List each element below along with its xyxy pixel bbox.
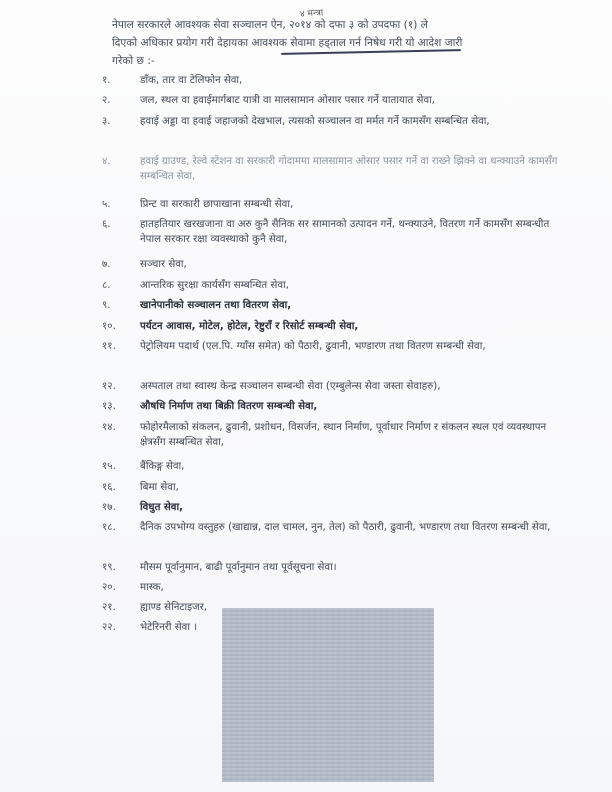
item-number: १९. — [102, 562, 116, 573]
item-text: औषधि निर्माण तथा बिक्री वितरण सम्बन्धी सेवा, — [140, 401, 318, 412]
item-number: १४. — [102, 422, 116, 433]
item-text: मास्क, — [140, 582, 164, 593]
item-number: १६. — [102, 482, 116, 493]
item-text: बिमा सेवा, — [140, 482, 179, 493]
handwritten-note: ४ मन्त्रा — [299, 8, 324, 20]
item-text: फोहोरमैलाको संकलन, ढुवानी, प्रशोधन, विसर्जन, स्थान निर्माण, पूर्वाधार निर्माण र संकलन स्थल एवं व्यवस्थापन क्षेत्रसँग सम्बन्धित सेवा, — [140, 422, 547, 448]
item-number: १५. — [102, 461, 116, 472]
intro-paragraph — [112, 16, 564, 70]
item-text: ह्याण्ड सेनिटाइजर, — [140, 602, 208, 613]
item-text: हवाई अड्डा वा हवाई जहाजको देखभाल, त्यसको सञ्चालन वा मर्मत गर्ने कामसँग सम्बन्धित सेवा, — [140, 116, 490, 127]
item-number: ४. — [102, 156, 111, 167]
item-number: १२. — [102, 381, 116, 392]
item-number: ६. — [102, 219, 111, 230]
item-number: १०. — [102, 321, 116, 332]
item-text: भेटेरिनरी सेवा । — [140, 622, 198, 633]
item-number: १७. — [102, 502, 116, 513]
item-number: २०. — [102, 582, 116, 593]
redacted-photo-block — [222, 608, 434, 782]
item-number: २. — [102, 95, 111, 106]
item-number: ८. — [102, 280, 111, 291]
item-text: अस्पताल तथा स्वास्थ केन्द्र सञ्चालन सम्बन्धी सेवा (एम्बुलेन्स सेवा जस्ता सेवाहरु), — [140, 381, 441, 392]
item-number: २१. — [102, 602, 116, 613]
item-text: डाँक, तार वा टेलिफोन सेवा, — [140, 75, 243, 86]
item-number: १. — [102, 75, 111, 86]
intro-line: दिएको अधिकार प्रयोग गरी देहायका आवश्यक सेवामा हड्ताल गर्न निषेध गरी यो आदेश जारी — [112, 37, 463, 49]
item-number: १३. — [102, 401, 116, 412]
item-number: ७. — [102, 259, 111, 270]
item-text: पेट्रोलियम पदार्थ (एल.पि. ग्याँस समेत) को पैठारी, ढुवानी, भण्डारण तथा वितरण सम्बन्धी सेवा, — [140, 341, 486, 352]
item-text: विधुत सेवा, — [140, 502, 183, 513]
intro-line: गरेको छ :- — [112, 55, 155, 67]
item-text: खानेपानीको सञ्चालन तथा वितरण सेवा, — [140, 300, 292, 311]
item-text: हवाई ग्राउण्ड, रेल्वे स्टेशन वा सरकारी गोदाममा मालसामान ओसार पसार गर्ने वा राख्ने झिक्ने वा थन्क्याउने कामसँग सम्बन्धित सेवा, — [140, 156, 558, 182]
item-number: २२. — [102, 622, 116, 633]
item-number: ११. — [102, 341, 116, 352]
item-number: १८. — [102, 522, 116, 533]
intro-line: नेपाल सरकारले आवश्यक सेवा सञ्चालन ऐन, २०१४ को दफा ३ को उपदफा (१) ले — [112, 19, 428, 31]
item-text: जल, स्थल वा हवाईमार्गबाट यात्री वा मालसामान ओसार पसार गर्ने यातायात सेवा, — [140, 95, 435, 106]
item-text: पर्यटन आवास, मोटेल, होटेल, रेष्टुराँ र रिसोर्ट सम्बन्धी सेवा, — [140, 321, 359, 332]
item-text: आन्तरिक सुरक्षा कार्यसँग सम्बन्धित सेवा, — [140, 280, 289, 291]
item-text: हातहतियार खरखजाना वा अरु कुनै सैनिक सर सामानको उत्पादन गर्ने, थन्क्याउने, वितरण गर्ने कामसँग सम्बन्धीत नेपाल सरकार रक्षा व्यवस्थाको कुनै सेवा, — [140, 219, 550, 245]
item-text: प्रिन्ट वा सरकारी छापाखाना सम्बन्धी सेवा, — [140, 199, 294, 210]
item-number: ९. — [102, 300, 111, 311]
item-text: दैनिक उपभोग्य वस्तुहरु (खाद्यान्न, दाल चामल, नुन, तेल) को पैठारी, ढुवानी, भण्डारण तथा वितरण सम्बन्धी सेवा, — [140, 522, 551, 533]
item-text: मौसम पूर्वानुमान, बाढी पूर्वानुमान तथा पूर्वसूचना सेवा। — [140, 562, 337, 573]
item-text: सञ्चार सेवा, — [140, 259, 187, 270]
item-number: ३. — [102, 116, 111, 127]
item-number: ५. — [102, 199, 111, 210]
item-text: बैंकिङ्ग सेवा, — [140, 461, 185, 472]
